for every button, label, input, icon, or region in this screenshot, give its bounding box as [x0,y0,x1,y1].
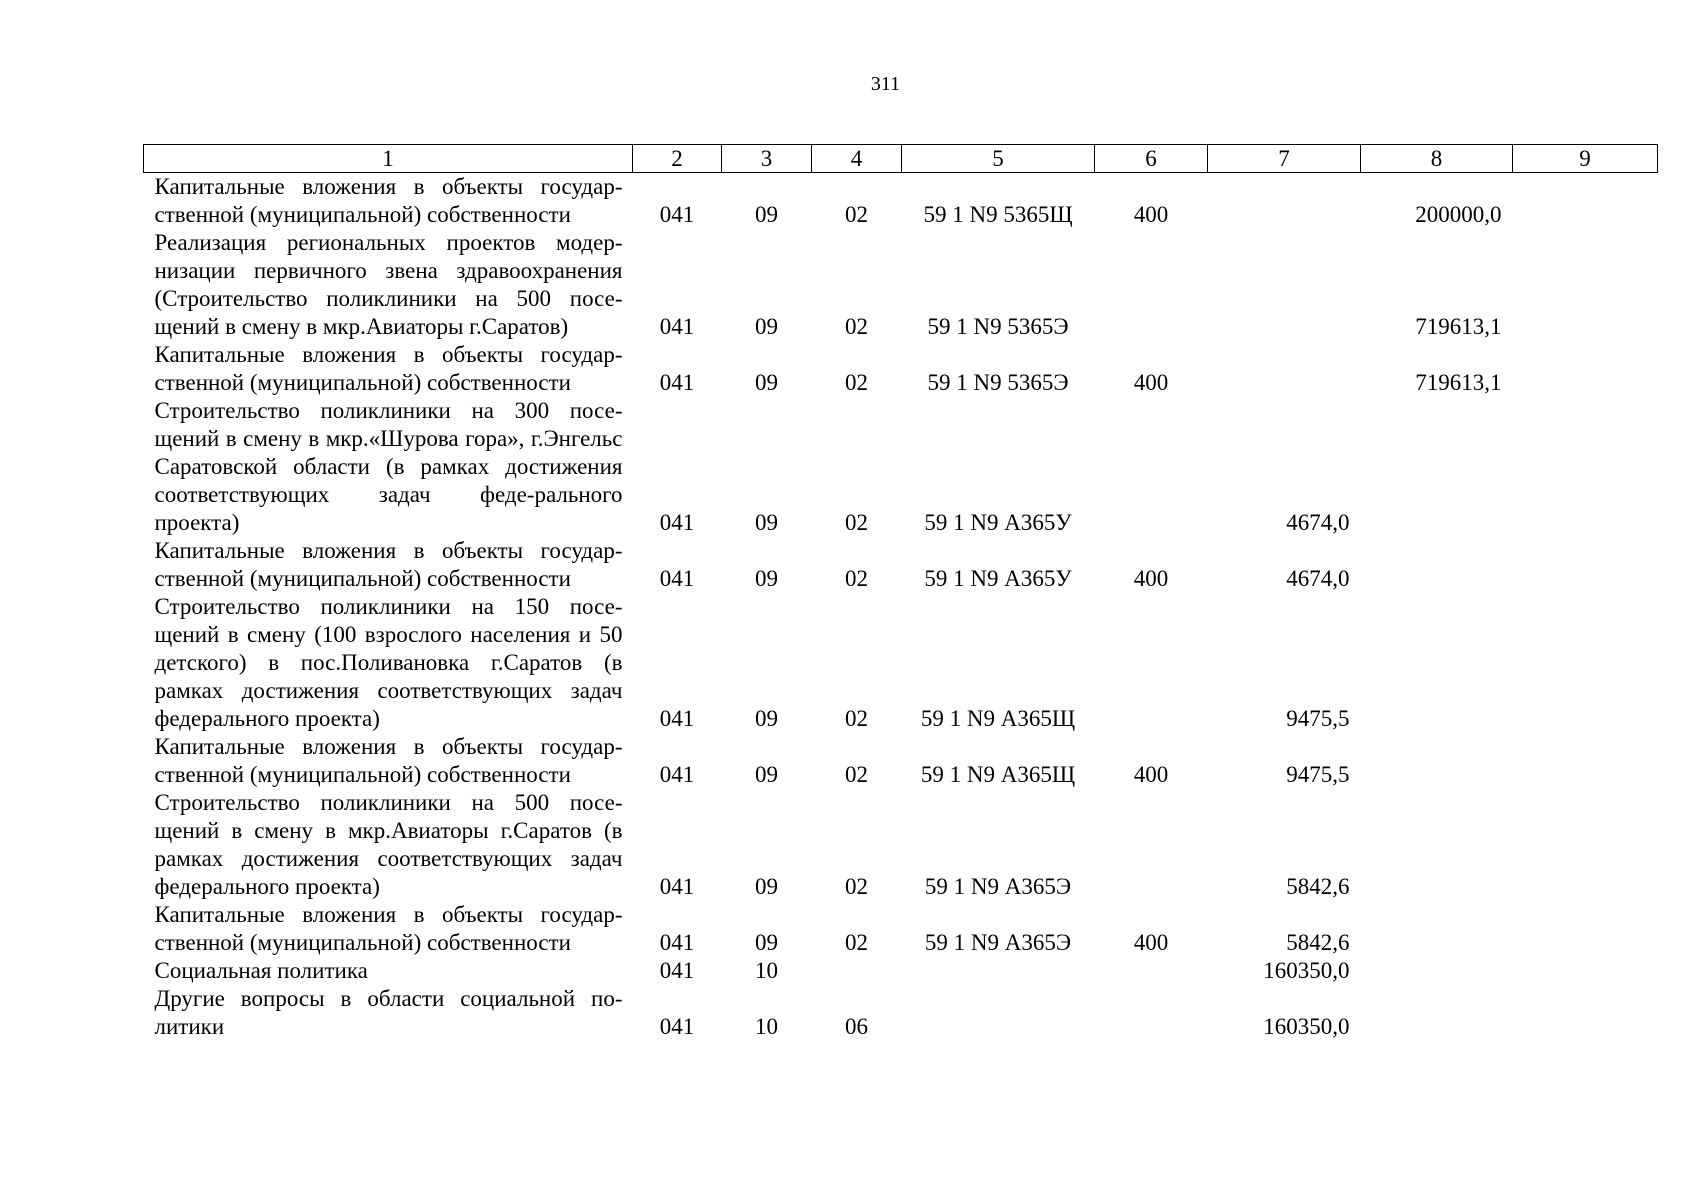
table-row [144,957,1658,985]
row-name-cell: Строительство поликлиники на 150 посе-щений в смену (100 взрослого населения и 50 детского) в пос.Поливановка г.Саратов (в рамках достижения соответствующих задач федерального проекта) [154,594,623,731]
row-kind-cell [1095,957,1208,985]
row-col9-cell [1513,229,1658,341]
row-col9-cell [1513,397,1658,537]
row-section-cell: 09 [755,874,778,899]
row-col7-cell [1208,341,1361,397]
header-cell-9: 9 [1513,145,1658,173]
row-col7-cell: 160350,0 [1263,958,1350,983]
row-admin-cell: 041 [659,1014,695,1039]
row-name-cell: Капитальные вложения в объекты государ-ственной (муниципальной) собственности [154,174,623,227]
row-subsection-cell [812,957,902,985]
table-row [144,733,1658,789]
row-col7-cell: 5842,6 [1286,874,1350,899]
row-admin-cell: 041 [659,874,695,899]
row-subsection-cell: 02 [845,370,868,395]
row-name-cell: Строительство поликлиники на 300 посе-щений в смену в мкр.«Шурова гора», г.Энгельс Саратовской области (в рамках достижения соответствующих задач феде-рального проекта) [154,398,623,535]
row-target-cell: 59 1 N9 5365Э [927,370,1069,395]
row-admin-cell: 041 [659,510,695,535]
row-admin-cell: 041 [659,370,695,395]
row-section-cell: 10 [755,958,778,983]
row-section-cell: 09 [755,370,778,395]
row-section-cell: 09 [755,930,778,955]
row-col7-cell: 9475,5 [1286,762,1350,787]
row-target-cell [902,985,1095,1041]
row-kind-cell [1095,789,1208,901]
row-admin-cell: 041 [659,762,695,787]
row-col9-cell [1513,957,1658,985]
row-admin-cell: 041 [659,202,695,227]
header-cell-7: 7 [1208,145,1361,173]
row-col8-cell [1361,537,1513,593]
row-admin-cell: 041 [659,930,695,955]
row-admin-cell: 041 [659,706,695,731]
row-col9-cell [1513,173,1658,230]
row-col9-cell [1513,733,1658,789]
row-col8-cell [1361,397,1513,537]
row-col7-cell: 4674,0 [1286,510,1350,535]
header-cell-2: 2 [633,145,722,173]
row-col7-cell [1208,173,1361,230]
row-kind-cell: 400 [1133,202,1169,227]
row-col9-cell [1513,341,1658,397]
row-subsection-cell: 02 [845,762,868,787]
row-section-cell: 09 [755,762,778,787]
row-name-cell: Капитальные вложения в объекты государ-ственной (муниципальной) собственности [154,734,623,787]
row-subsection-cell: 02 [845,706,868,731]
row-name-cell: Капитальные вложения в объекты государ-ственной (муниципальной) собственности [154,902,623,955]
row-col7-cell: 4674,0 [1286,566,1350,591]
table-row [144,173,1658,230]
row-section-cell: 09 [755,314,778,339]
row-subsection-cell: 02 [845,510,868,535]
row-col8-cell [1361,985,1513,1041]
row-kind-cell [1095,985,1208,1041]
header-cell-5: 5 [902,145,1095,173]
row-col8-cell [1361,593,1513,733]
row-name-cell: Другие вопросы в области социальной по-литики [154,986,623,1039]
row-kind-cell [1095,229,1208,341]
row-col8-cell [1361,733,1513,789]
row-col8-cell: 200000,0 [1415,202,1502,227]
table-header-row [144,145,1658,173]
row-target-cell: 59 1 N9 5365Э [927,314,1069,339]
row-col7-cell: 9475,5 [1286,706,1350,731]
row-admin-cell: 041 [659,314,695,339]
row-col9-cell [1513,537,1658,593]
row-subsection-cell: 06 [845,1014,868,1039]
row-col8-cell: 719613,1 [1415,370,1502,395]
budget-table [143,144,1658,1041]
row-section-cell: 10 [755,1014,778,1039]
row-name-cell: Реализация региональных проектов модер-низации первичного звена здравоохранения (Строительство поликлиники на 500 посе-щений в смену в мкр.Авиаторы г.Саратов) [154,230,623,339]
row-col9-cell [1513,593,1658,733]
row-kind-cell [1095,593,1208,733]
table-body [144,173,1658,1042]
row-name-cell: Социальная политика [154,958,368,983]
row-col9-cell [1513,901,1658,957]
header-cell-6: 6 [1095,145,1208,173]
row-name-cell: Капитальные вложения в объекты государ-ственной (муниципальной) собственности [154,538,623,591]
row-col8-cell [1361,789,1513,901]
row-subsection-cell: 02 [845,874,868,899]
row-section-cell: 09 [755,510,778,535]
row-col9-cell [1513,789,1658,901]
row-name-cell: Строительство поликлиники на 500 посе-щений в смену в мкр.Авиаторы г.Саратов (в рамках достижения соответствующих задач федерального проекта) [154,790,623,899]
table-row [144,985,1658,1041]
row-col8-cell [1361,901,1513,957]
header-cell-4: 4 [812,145,902,173]
table-row [144,537,1658,593]
table-row [144,229,1658,341]
row-kind-cell: 400 [1133,762,1169,787]
row-subsection-cell: 02 [845,930,868,955]
row-section-cell: 09 [755,706,778,731]
header-cell-3: 3 [722,145,812,173]
row-kind-cell: 400 [1133,930,1169,955]
table-row [144,593,1658,733]
row-target-cell: 59 1 N9 А365У [924,566,1072,591]
header-cell-1: 1 [144,145,633,173]
table-row [144,397,1658,537]
page-number: 311 [870,73,901,95]
row-target-cell: 59 1 N9 А365Э [924,874,1072,899]
row-target-cell: 59 1 N9 А365Щ [920,762,1076,787]
row-col7-cell [1208,229,1361,341]
row-kind-cell [1095,397,1208,537]
row-target-cell: 59 1 N9 А365У [924,510,1072,535]
row-target-cell: 59 1 N9 А365Щ [920,706,1076,731]
row-col9-cell [1513,985,1658,1041]
header-cell-8: 8 [1361,145,1513,173]
row-name-cell: Капитальные вложения в объекты государ-ственной (муниципальной) собственности [154,342,623,395]
row-kind-cell: 400 [1133,370,1169,395]
table-row [144,789,1658,901]
row-target-cell: 59 1 N9 А365Э [924,930,1072,955]
table-row [144,341,1658,397]
row-section-cell: 09 [755,202,778,227]
row-subsection-cell: 02 [845,202,868,227]
table-row [144,901,1658,957]
row-subsection-cell: 02 [845,566,868,591]
row-section-cell: 09 [755,566,778,591]
row-col7-cell: 160350,0 [1263,1014,1350,1039]
row-col8-cell: 719613,1 [1415,314,1502,339]
row-admin-cell: 041 [659,958,695,983]
row-target-cell [902,957,1095,985]
row-target-cell: 59 1 N9 5365Щ [923,202,1073,227]
row-kind-cell: 400 [1133,566,1169,591]
row-col8-cell [1361,957,1513,985]
row-col7-cell: 5842,6 [1286,930,1350,955]
row-subsection-cell: 02 [845,314,868,339]
row-admin-cell: 041 [659,566,695,591]
